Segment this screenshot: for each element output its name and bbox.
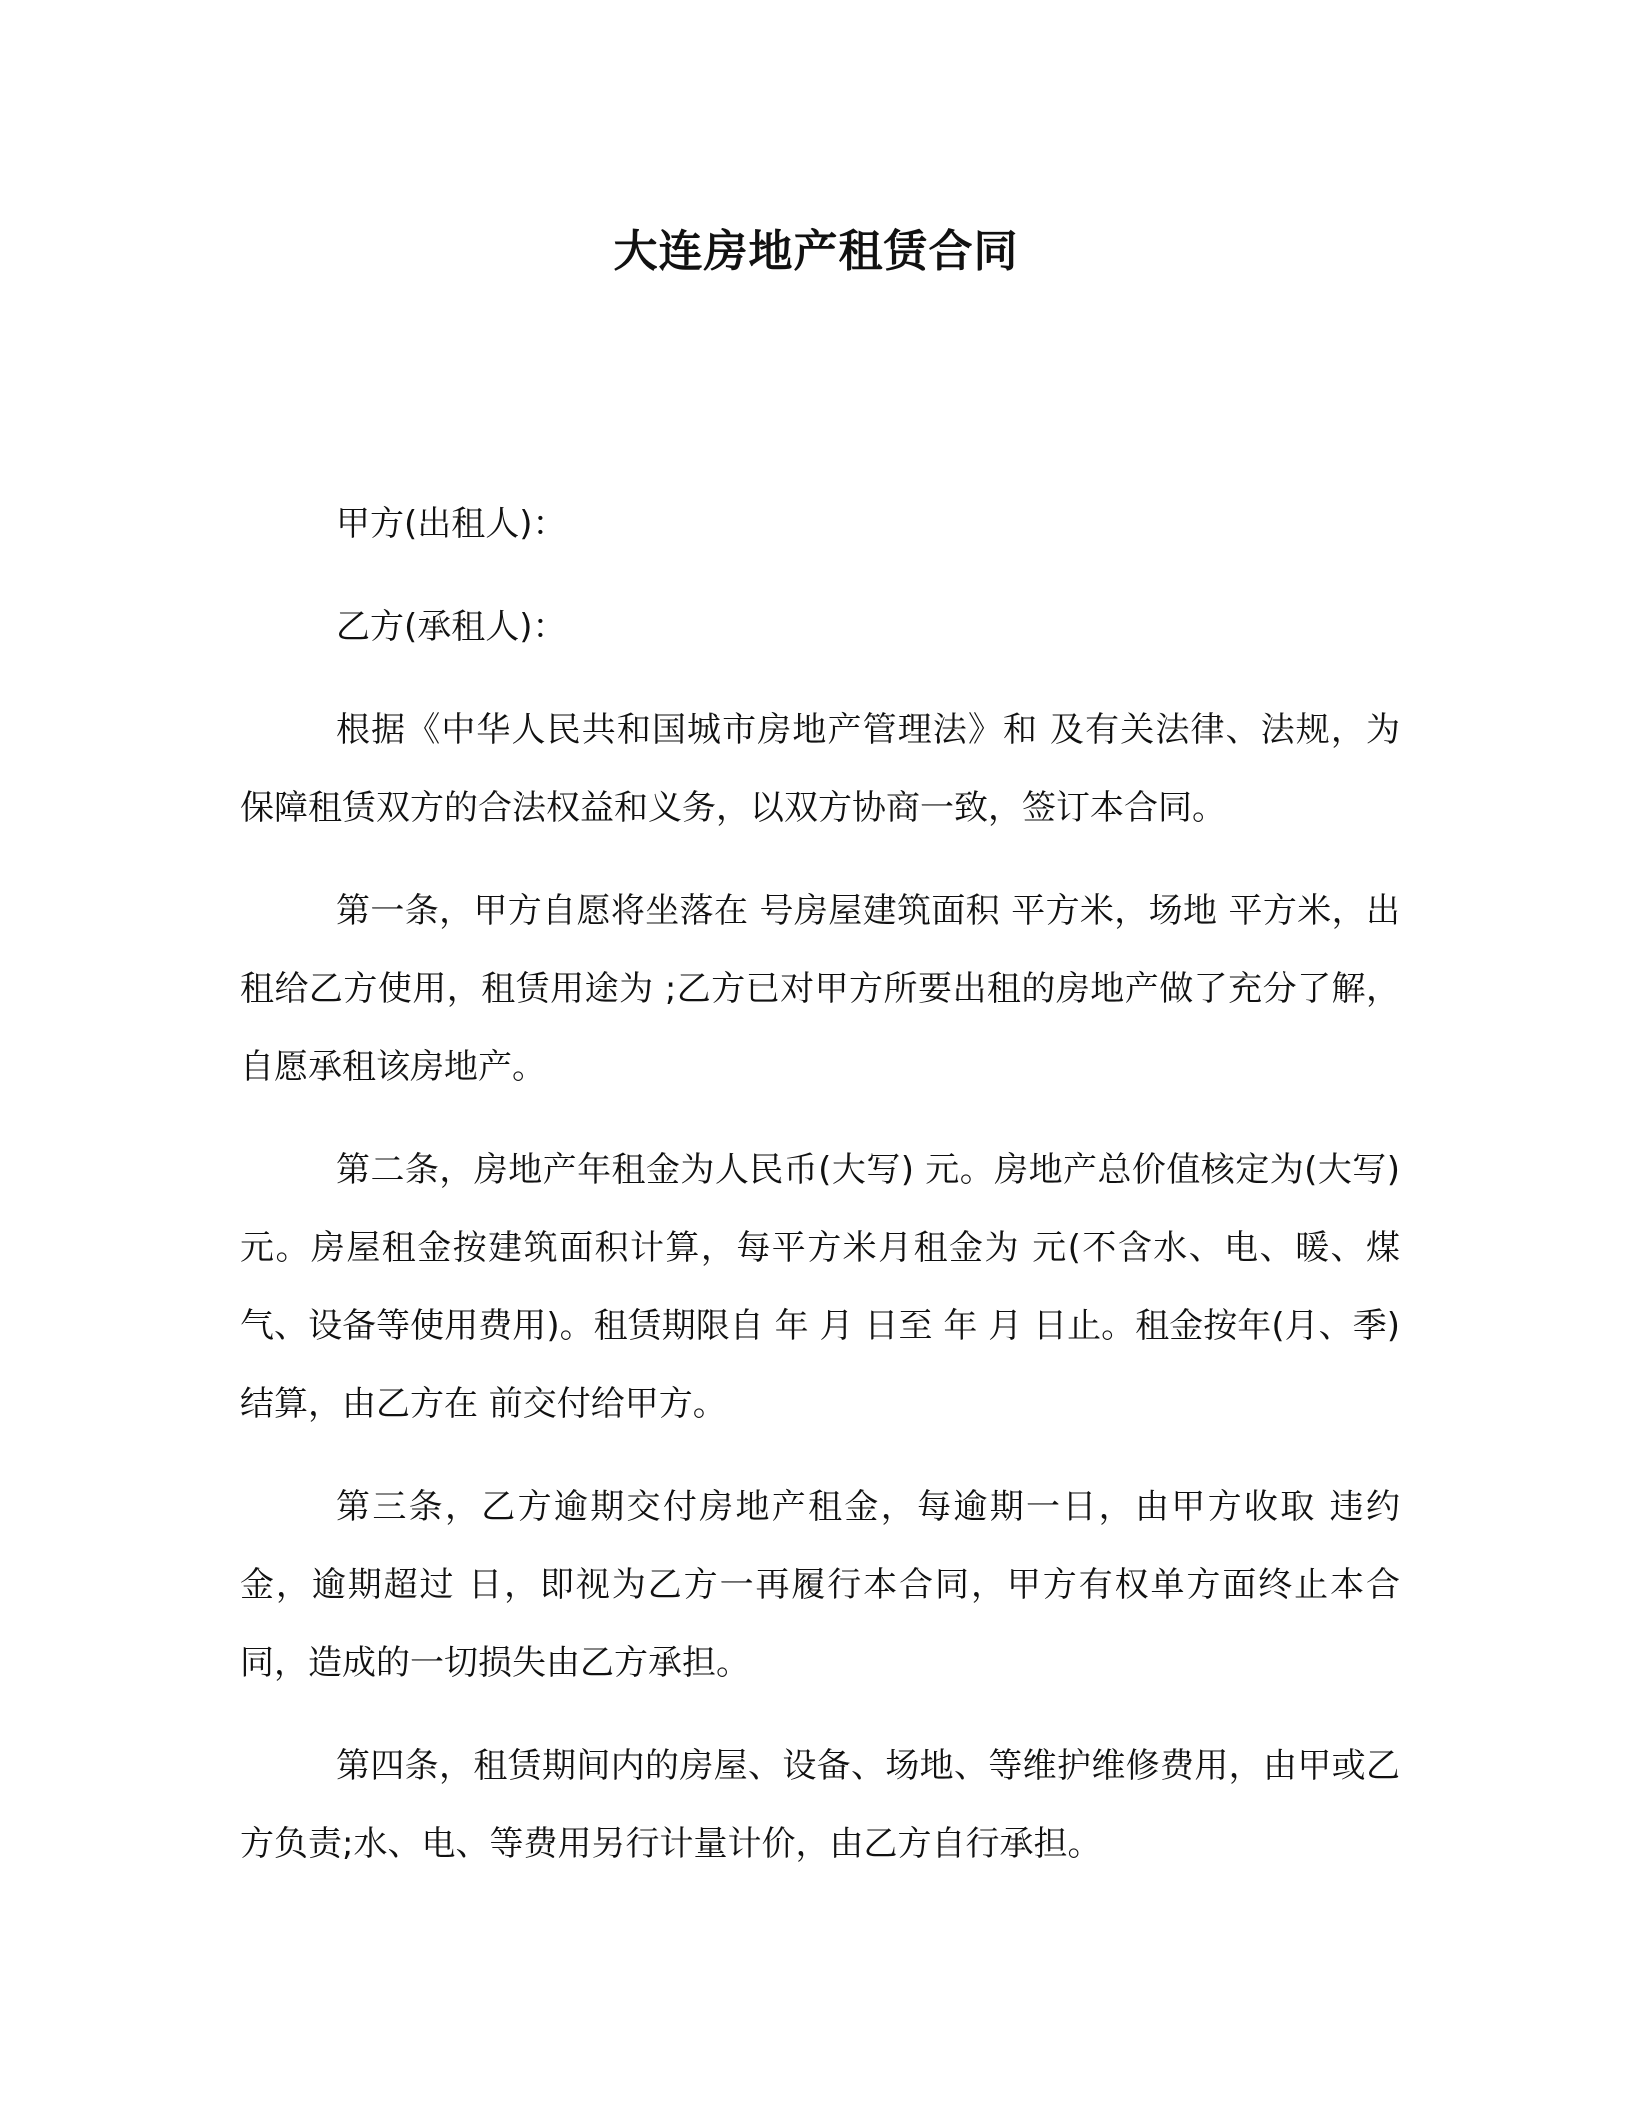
document-body bbox=[240, 485, 1400, 1908]
article-3: 第三条，乙方逾期交付房地产租金，每逾期一日，由甲方收取 违约金，逾期超过 日，即视为乙方一再履行本合同，甲方有权单方面终止本合同，造成的一切损失由乙方承担。 bbox=[240, 1487, 1400, 1683]
document-title: 大连房地产租赁合同 bbox=[613, 226, 1019, 277]
party-b-line: 乙方(承租人)： bbox=[336, 607, 567, 647]
article-2: 第二条，房地产年租金为人民币(大写) 元。房地产总价值核定为(大写) 元。房屋租金按建筑面积计算，每平方米月租金为 元(不含水、电、暖、煤气、设备等使用费用)。租赁期限自 年 月 日至 年 月 日止。租金按年(月、季)结算，由乙方在 前交付给甲方。 bbox=[240, 1150, 1400, 1424]
article-4: 第四条，租赁期间内的房屋、设备、场地、等维护维修费用，由甲或乙方负责;水、电、等费用另行计量计价，由乙方自行承担。 bbox=[240, 1746, 1400, 1864]
preamble-paragraph: 根据《中华人民共和国城市房地产管理法》和 及有关法律、法规，为保障租赁双方的合法权益和义务，以双方协商一致，签订本合同。 bbox=[240, 710, 1400, 828]
party-a-line: 甲方(出租人)： bbox=[336, 504, 567, 544]
article-1: 第一条，甲方自愿将坐落在 号房屋建筑面积 平方米，场地 平方米，出租给乙方使用，租赁用途为 ;乙方已对甲方所要出租的房地产做了充分了解，自愿承租该房地产。 bbox=[240, 891, 1400, 1087]
